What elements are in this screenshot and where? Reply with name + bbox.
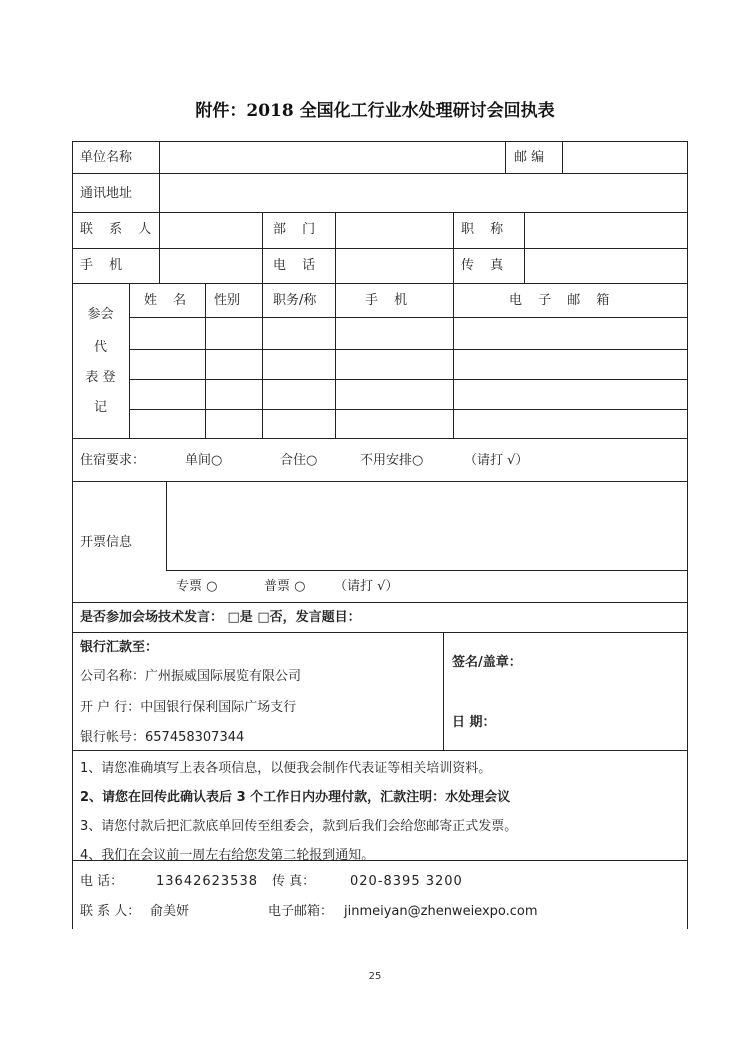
lodging-single-option[interactable]: 单间○ bbox=[185, 453, 223, 468]
fax-value: 020-8395 3200 bbox=[350, 874, 463, 889]
position-field[interactable] bbox=[525, 213, 687, 248]
invoice-label: 开票信息 bbox=[80, 535, 133, 550]
address-field[interactable] bbox=[160, 174, 687, 212]
date-label: 日 期： bbox=[452, 715, 496, 730]
tel-label: 电 话： bbox=[80, 874, 124, 889]
attendee-header-mobile: 手 机 bbox=[365, 293, 414, 308]
phone-label: 电 话 bbox=[273, 258, 322, 273]
fax-field[interactable] bbox=[525, 249, 687, 283]
contact-field[interactable] bbox=[160, 213, 262, 248]
attendee-section-label-4: 记 bbox=[93, 400, 107, 415]
bank-name: 开 户 行：中国银行保利国际广场支行 bbox=[80, 700, 297, 715]
attendee-section-label-2: 代 bbox=[93, 340, 107, 355]
invoice-info-field[interactable] bbox=[167, 482, 687, 570]
tel-value: 13642623538 bbox=[156, 874, 258, 889]
department-label: 部 门 bbox=[273, 222, 322, 237]
note-4: 4、我们在会议前一周左右给您发第二轮报到通知。 bbox=[80, 848, 375, 863]
signature-label: 签名/盖章： bbox=[452, 655, 522, 670]
registration-form bbox=[72, 141, 688, 929]
email-value: jinmeiyan@zhenweiexpo.com bbox=[344, 904, 538, 919]
attendee-header-title: 职务/称 bbox=[273, 293, 317, 308]
department-field[interactable] bbox=[336, 213, 453, 248]
note-2: 2、请您在回传此确认表后 3 个工作日内办理付款，汇款注明：水处理会议 bbox=[80, 790, 511, 805]
note-3: 3、请您付款后把汇款底单回传至组委会，款到后我们会给您邮寄正式发票。 bbox=[80, 819, 518, 834]
attendee-section-label-1: 参会 bbox=[87, 307, 114, 322]
attendee-header-name: 姓 名 bbox=[144, 293, 193, 308]
person-label: 联 系 人： bbox=[80, 904, 141, 919]
attendee-header-email: 电 子 邮 箱 bbox=[509, 293, 616, 308]
person-value: 俞美妍 bbox=[150, 904, 190, 919]
bank-company: 公司名称：广州振威国际展览有限公司 bbox=[80, 669, 302, 684]
attendee-section-label-3: 表 登 bbox=[85, 370, 116, 385]
mobile-field[interactable] bbox=[160, 249, 262, 283]
note-1: 1、请您准确填写上表各项信息，以便我会制作代表证等相关培训资料。 bbox=[80, 761, 492, 776]
attendee-header-gender: 性别 bbox=[214, 293, 241, 308]
lodging-label: 住宿要求： bbox=[80, 453, 146, 468]
mobile-label: 手 机 bbox=[80, 258, 129, 273]
bank-heading: 银行汇款至： bbox=[80, 640, 159, 655]
invoice-note: （请打 √） bbox=[334, 579, 399, 594]
page-number: 25 bbox=[368, 971, 382, 982]
fax-label-footer: 传 真： bbox=[272, 874, 316, 889]
phone-field[interactable] bbox=[336, 249, 453, 283]
invoice-special-option[interactable]: 专票 ○ bbox=[176, 579, 218, 594]
fax-label: 传 真 bbox=[461, 258, 510, 273]
unit-name-label: 单位名称 bbox=[80, 150, 133, 165]
page-title: 附件：2018 全国化工行业水处理研讨会回执表 bbox=[195, 101, 555, 121]
postcode-label: 邮 编 bbox=[514, 150, 545, 165]
position-label: 职 称 bbox=[461, 222, 510, 237]
postcode-field[interactable] bbox=[563, 142, 687, 173]
invoice-normal-option[interactable]: 普票 ○ bbox=[264, 579, 306, 594]
contact-label: 联 系 人 bbox=[80, 222, 158, 237]
address-label: 通讯地址 bbox=[80, 186, 133, 201]
speech-question: 是否参加会场技术发言： □是 □否，发言题目： bbox=[80, 610, 361, 625]
bank-account: 银行帐号：657458307344 bbox=[80, 730, 245, 745]
email-label: 电子邮箱： bbox=[268, 904, 334, 919]
lodging-note: （请打 √） bbox=[464, 453, 529, 468]
lodging-none-option[interactable]: 不用安排○ bbox=[360, 453, 424, 468]
lodging-shared-option[interactable]: 合住○ bbox=[280, 453, 318, 468]
unit-name-field[interactable] bbox=[160, 142, 504, 173]
